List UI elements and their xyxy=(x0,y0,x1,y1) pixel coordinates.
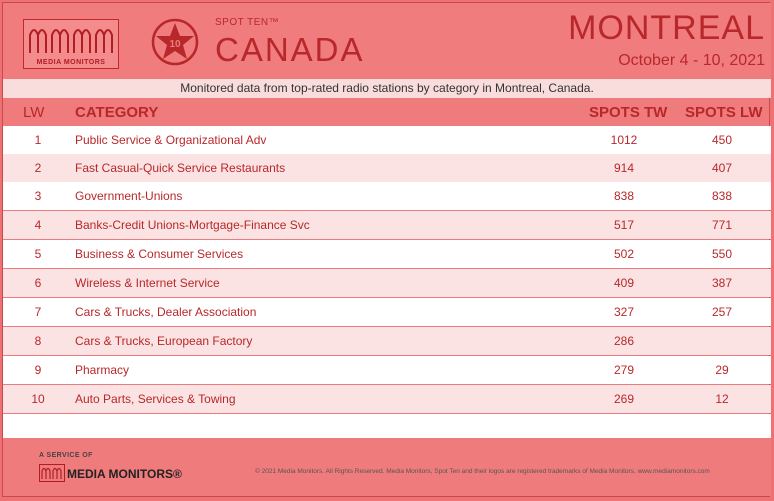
spot-ten-star-badge-icon xyxy=(150,17,200,67)
category-cell: Cars & Trucks, Dealer Association xyxy=(75,305,257,319)
rank-cell: 6 xyxy=(34,276,42,290)
date-range: October 4 - 10, 2021 xyxy=(618,52,765,69)
spots-lw-cell: 771 xyxy=(711,218,733,232)
spots-lw-cell: 29 xyxy=(715,363,729,377)
spots-tw-cell: 286 xyxy=(613,334,635,348)
spots-tw-cell: 914 xyxy=(613,161,635,175)
table-row xyxy=(3,154,771,182)
table-bottom-spacer xyxy=(3,414,771,438)
media-monitors-logo xyxy=(23,19,119,69)
report-frame xyxy=(2,2,770,497)
spots-lw-cell: 450 xyxy=(711,133,733,147)
badge-number: 10 xyxy=(169,39,181,50)
spots-tw-cell: 1012 xyxy=(610,133,638,147)
city-title: MONTREAL xyxy=(568,9,765,47)
column-header-category: CATEGORY xyxy=(75,104,159,121)
rank-cell: 9 xyxy=(34,363,42,377)
table-row xyxy=(3,327,771,355)
copyright-notice: © 2021 Media Monitors. All Rights Reserved. Media Monitors, Spot Ten and their logos are registered trademarks of Media Monitors. www.mediamonitors.com xyxy=(255,468,710,475)
table-row xyxy=(3,356,771,384)
spot-ten-label: SPOT TEN™ xyxy=(215,17,280,28)
spots-tw-cell: 279 xyxy=(613,363,635,377)
waveform-icon xyxy=(28,23,114,55)
spots-lw-cell: 257 xyxy=(711,305,733,319)
category-cell: Auto Parts, Services & Towing xyxy=(75,392,236,406)
table-row xyxy=(3,385,771,413)
header xyxy=(3,3,771,79)
rank-cell: 5 xyxy=(34,247,42,261)
column-header-spots-tw: SPOTS TW xyxy=(589,104,668,121)
spots-lw-cell: 550 xyxy=(711,247,733,261)
spots-tw-cell: 838 xyxy=(613,189,635,203)
table-row xyxy=(3,269,771,297)
category-cell: Fast Casual-Quick Service Restaurants xyxy=(75,161,286,175)
logo-label: MEDIA MONITORS xyxy=(36,59,106,66)
spots-tw-cell: 502 xyxy=(613,247,635,261)
spots-lw-cell: 838 xyxy=(711,189,733,203)
ranking-table xyxy=(3,126,771,414)
table-row xyxy=(3,211,771,239)
spots-tw-cell: 409 xyxy=(613,276,635,290)
category-cell: Wireless & Internet Service xyxy=(75,276,220,290)
rank-cell: 1 xyxy=(34,133,42,147)
table-row xyxy=(3,182,771,210)
spots-lw-cell: 387 xyxy=(711,276,733,290)
spots-tw-cell: 517 xyxy=(613,218,635,232)
column-header-spots-lw: SPOTS LW xyxy=(685,104,763,121)
rank-cell: 4 xyxy=(34,218,42,232)
category-cell: Government-Unions xyxy=(75,189,183,203)
rank-cell: 7 xyxy=(34,305,42,319)
footer xyxy=(3,438,771,496)
table-row xyxy=(3,126,771,154)
category-cell: Cars & Trucks, European Factory xyxy=(75,334,253,348)
category-cell: Pharmacy xyxy=(75,363,130,377)
footer-brand: MEDIA MONITORS® xyxy=(67,467,182,481)
rank-cell: 3 xyxy=(34,189,42,203)
table-row xyxy=(3,240,771,268)
spots-lw-cell: 12 xyxy=(715,392,729,406)
spots-tw-cell: 327 xyxy=(613,305,635,319)
service-of-label: A SERVICE OF xyxy=(39,452,93,459)
table-row xyxy=(3,298,771,326)
rank-cell: 2 xyxy=(34,161,42,175)
spots-lw-cell: 407 xyxy=(711,161,733,175)
category-cell: Business & Consumer Services xyxy=(75,247,244,261)
column-header-lw: LW xyxy=(23,104,45,121)
category-cell: Public Service & Organizational Adv xyxy=(75,133,267,147)
subtitle: Monitored data from top-rated radio stations by category in Montreal, Canada. xyxy=(3,79,771,98)
rank-cell: 10 xyxy=(31,392,45,406)
mini-media-monitors-logo-icon xyxy=(39,464,65,482)
category-cell: Banks-Credit Unions-Mortgage-Finance Svc xyxy=(75,218,310,232)
country-title: CANADA xyxy=(215,31,365,68)
rank-cell: 8 xyxy=(34,334,42,348)
spots-tw-cell: 269 xyxy=(613,392,635,406)
